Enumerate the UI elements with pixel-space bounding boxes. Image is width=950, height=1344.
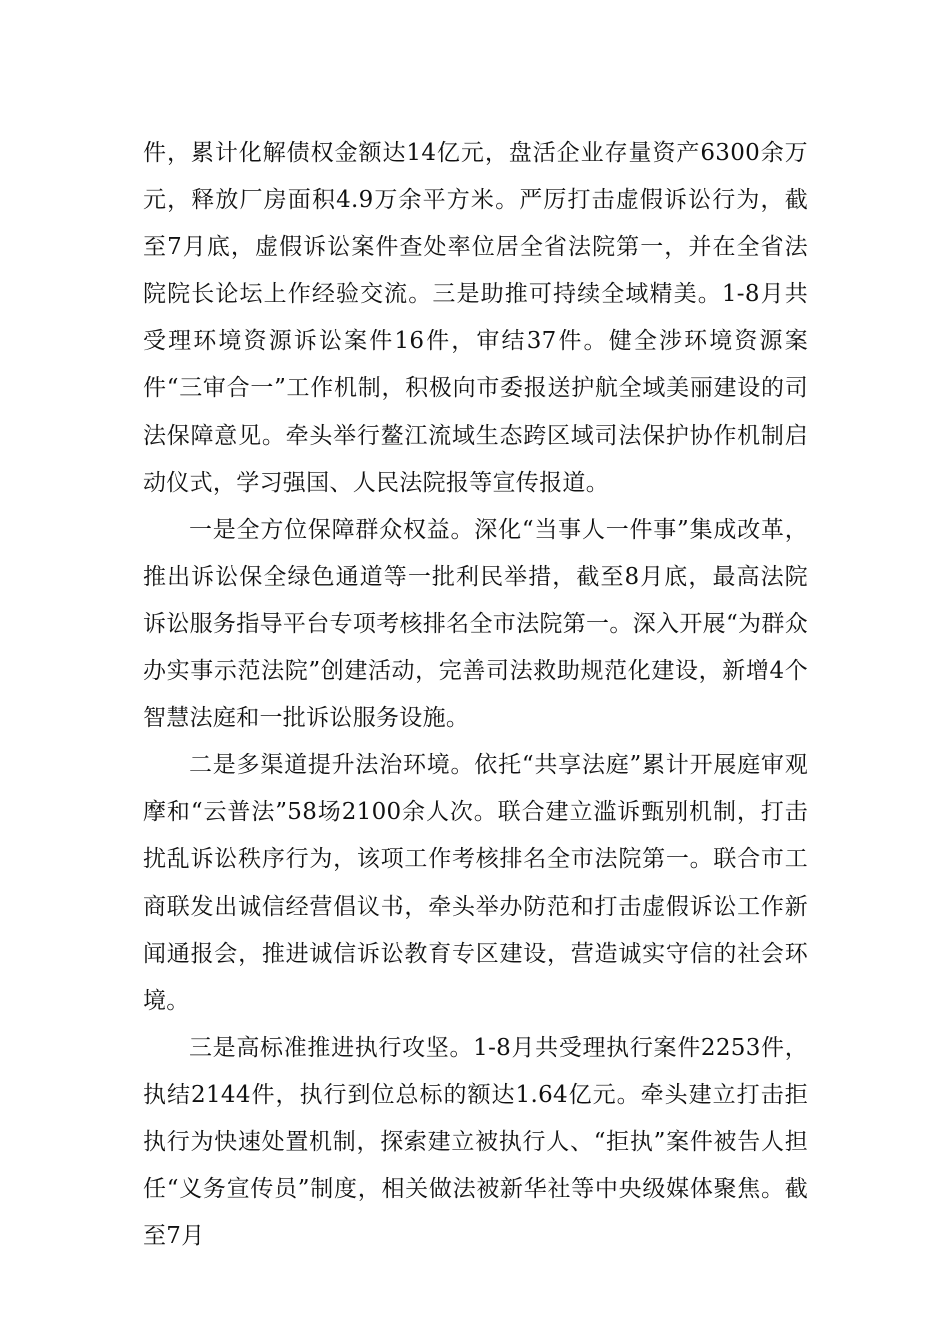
document-body [143,130,808,1260]
paragraph-rights-protection: 一是全方位保障群众权益。深化“当事人一件事”集成改革，推出诉讼保全绿色通道等一批利民举措，截至8月底，最高法院诉讼服务指导平台专项考核排名全市法院第一。深入开展“为群众办实事示范法院”创建活动，完善司法救助规范化建设，新增4个智慧法庭和一批诉讼服务设施。 [143,516,808,732]
paragraph-enforcement: 三是高标准推进执行攻坚。1-8月共受理执行案件2253件，执结2144件，执行到位总标的额达1.64亿元。牵头建立打击拒执行为快速处置机制，探索建立被执行人、“拒执”案件被告人担任“义务宣传员”制度，相关做法被新华社等中央级媒体聚焦。截至7月 [143,1034,808,1250]
paragraph-continued: 件，累计化解债权金额达14亿元，盘活企业存量资产6300余万元，释放厂房面积4.9万余平方米。严厉打击虚假诉讼行为，截至7月底，虚假诉讼案件查处率位居全省法院第一，并在全省法院院长论坛上作经验交流。三是助推可持续全域精美。1-8月共受理环境资源诉讼案件16件，审结37件。健全涉环境资源案件“三审合一”工作机制，积极向市委报送护航全域美丽建设的司法保障意见。牵头举行鳌江流域生态跨区域司法保护协作机制启动仪式，学习强国、人民法院报等宣传报道。 [143,140,808,496]
paragraph-legal-environment: 二是多渠道提升法治环境。依托“共享法庭”累计开展庭审观摩和“云普法”58场2100余人次。联合建立滥诉甄别机制，打击扰乱诉讼秩序行为，该项工作考核排名全市法院第一。联合市工商联发出诚信经营倡议书，牵头举办防范和打击虚假诉讼工作新闻通报会，推进诚信诉讼教育专区建设，营造诚实守信的社会环境。 [143,752,808,1014]
